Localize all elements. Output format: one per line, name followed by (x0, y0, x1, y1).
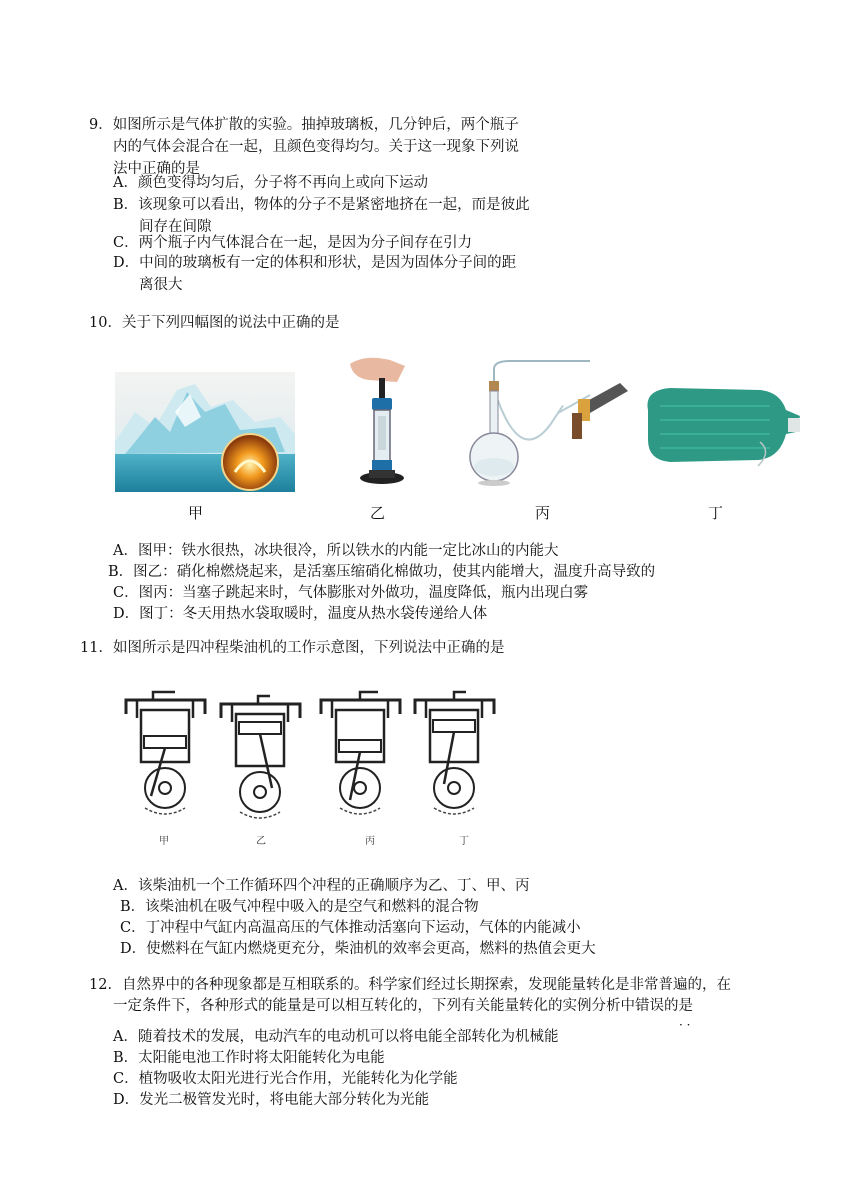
q9-option-a: A．颜色变得均匀后，分子将不再向上或向下运动 (113, 175, 428, 191)
q12-option-b: B．太阳能电池工作时将太阳能转化为电能 (113, 1050, 385, 1066)
q9-stem-line-2: 内的气体会混合在一起，且颜色变得均匀。关于这一现象下列说 (113, 139, 519, 155)
caption-jia-fig10: 甲 (188, 504, 204, 522)
q9-stem-line-1: 9．如图所示是气体扩散的实验。抽掉玻璃板，几分钟后，两个瓶子 (89, 117, 519, 133)
q9-stem-line-3: 法中正确的是 (113, 161, 200, 177)
q9-option-d: D．中间的玻璃板有一定的体积和形状，是因为固体分子间的距 (113, 255, 517, 271)
figure-engine-jia (123, 688, 208, 823)
figure-engine-bing (318, 688, 403, 823)
caption-bing-fig10: 丙 (535, 504, 551, 522)
figure-engine-ding (412, 688, 497, 823)
q9-option-b: B．该现象可以看出，物体的分子不是紧密地挤在一起，而是彼此 (113, 197, 530, 213)
q11-option-d: D．使燃料在气缸内燃烧更充分，柴油机的效率会更高，燃料的热值会更大 (120, 941, 596, 957)
q12-stem-line-2: 一定条件下，各种形式的能量是可以相互转化的，下列有关能量转化的实例分析中错误的是 (113, 998, 693, 1014)
caption-ding-fig10: 丁 (708, 504, 724, 522)
figure-compression-cylinder (345, 352, 415, 492)
caption-ding-fig11: 丁 (459, 836, 469, 847)
q11-option-a: A．该柴油机一个工作循环四个冲程的正确顺序为乙、丁、甲、丙 (113, 878, 530, 894)
caption-yi-fig10: 乙 (370, 504, 386, 522)
q9-option-b-cont: 间存在间隙 (139, 219, 212, 235)
q10-option-a: A．图甲：铁水很热，冰块很冷，所以铁水的内能一定比冰山的内能大 (113, 543, 559, 559)
q12-option-a: A．随着技术的发展，电动汽车的电动机可以将电能全部转化为机械能 (113, 1029, 559, 1045)
q11-option-b: B．该柴油机在吸气冲程中吸入的是空气和燃料的混合物 (120, 899, 479, 915)
caption-yi-fig11: 乙 (256, 836, 266, 847)
q11-stem: 11．如图所示是四冲程柴油机的工作示意图，下列说法中正确的是 (80, 640, 505, 656)
emphasis-dots: · · (679, 1018, 691, 1032)
q11-option-c: C．丁冲程中气缸内高温高压的气体推动活塞向下运动，气体的内能减小 (120, 920, 581, 936)
figure-flask-air-pump (460, 355, 630, 490)
caption-bing-fig11: 丙 (365, 836, 375, 847)
q12-stem-line-1: 12．自然界中的各种现象都是互相联系的。科学家们经过长期探索，发现能量转化是非常普遍的，在 (89, 977, 731, 993)
figure-iceberg-molten-iron (115, 372, 295, 492)
q9-option-c: C．两个瓶子内气体混合在一起，是因为分子间存在引力 (113, 235, 473, 251)
q12-option-d: D．发光二极管发光时，将电能大部分转化为光能 (113, 1092, 430, 1108)
figure-hot-water-bottle (640, 380, 805, 470)
caption-jia-fig11: 甲 (159, 836, 169, 847)
figure-engine-yi (218, 692, 303, 827)
q10-option-d: D．图丁：冬天用热水袋取暖时，温度从热水袋传递给人体 (113, 606, 488, 622)
q10-stem: 10．关于下列四幅图的说法中正确的是 (89, 315, 340, 331)
q10-option-b: B．图乙：硝化棉燃烧起来，是活塞压缩硝化棉做功，使其内能增大，温度升高导致的 (108, 564, 656, 580)
q10-option-c: C．图丙：当塞子跳起来时，气体膨胀对外做功，温度降低，瓶内出现白雾 (113, 585, 589, 601)
q12-option-c: C．植物吸收太阳光进行光合作用，光能转化为化学能 (113, 1071, 458, 1087)
q9-option-d-cont: 离很大 (139, 277, 183, 293)
